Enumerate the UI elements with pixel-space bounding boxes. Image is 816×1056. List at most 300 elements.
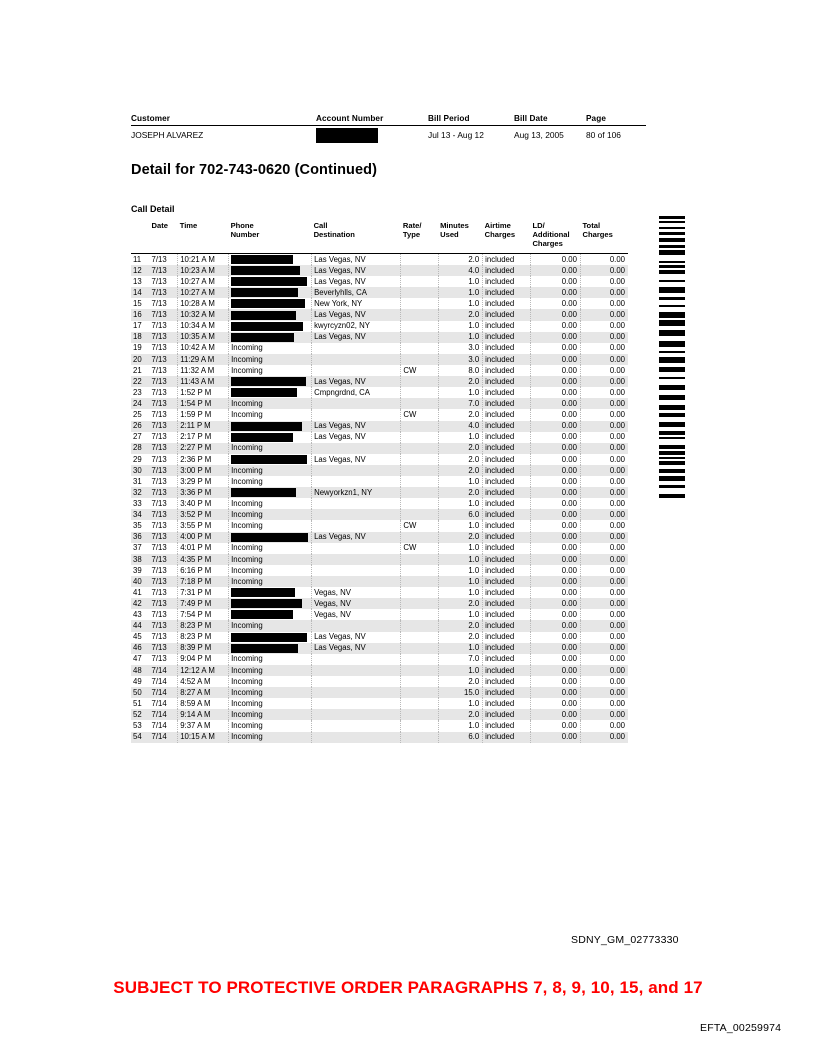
- cell-airtime-charges: included: [483, 298, 531, 309]
- cell-total-charges: 0.00: [609, 654, 625, 664]
- cell-total-charges: 0.00: [580, 732, 628, 743]
- cell-rate-type: [401, 421, 438, 432]
- cell-time: 12:12 A M: [178, 665, 229, 676]
- row-index: 46: [131, 643, 150, 654]
- cell-total-charges: 0.00: [609, 676, 625, 686]
- barcode-bar: [659, 261, 685, 263]
- cell-destination: Newyorkzn1, NY: [312, 487, 401, 498]
- row-index: 24: [131, 398, 150, 409]
- row-index: 41: [133, 587, 142, 597]
- cell-rate-type: [401, 309, 438, 320]
- row-index: 49: [133, 676, 142, 686]
- cell-time: 8:59 A M: [178, 698, 229, 709]
- cell-time: 7:31 P M: [178, 587, 229, 598]
- cell-minutes-used: 1.0: [438, 498, 483, 509]
- row-index: 17: [133, 321, 142, 331]
- cell-phone: Incoming: [229, 354, 312, 365]
- cell-time: 9:37 A M: [178, 720, 229, 731]
- cell-minutes-used: 2.0: [438, 409, 483, 420]
- cell-total-charges: 0.00: [609, 565, 625, 575]
- col-head-rate-line1: Rate/: [402, 221, 422, 230]
- cell-rate-type: CW: [401, 520, 438, 531]
- cell-minutes-used: 1.0: [438, 720, 483, 731]
- cell-time: 11:32 A M: [178, 365, 229, 376]
- cell-destination: [312, 365, 401, 376]
- cell-date: 7/14: [150, 665, 178, 676]
- cell-total-charges: 0.00: [580, 265, 628, 276]
- table-row: [131, 465, 628, 476]
- col-head-rate-line2: Type: [402, 229, 421, 239]
- cell-ld-charges: 0.00: [530, 554, 580, 565]
- barcode-bar: [659, 451, 685, 455]
- table-header-row: [131, 222, 628, 253]
- cell-minutes-used: 1.0: [438, 432, 483, 443]
- cell-date: 7/13: [150, 443, 178, 454]
- cell-minutes-used: 1.0: [438, 554, 483, 565]
- cell-destination: Las Vegas, NV: [312, 643, 401, 654]
- table-row: [131, 632, 628, 643]
- cell-time: 10:21 A M: [178, 253, 229, 265]
- table-row: [131, 587, 628, 598]
- row-index: 30: [131, 465, 150, 476]
- cell-destination: [312, 343, 401, 354]
- row-index: 47: [133, 654, 142, 664]
- cell-minutes-used: 2.0: [438, 620, 483, 631]
- barcode-bar: [659, 280, 685, 282]
- cell-ld-charges: 0.00: [530, 276, 580, 287]
- cell-rate-type: [401, 265, 438, 276]
- cell-total-charges: 0.00: [580, 398, 628, 409]
- cell-phone-redacted: [229, 598, 312, 609]
- cell-total-charges: 0.00: [609, 632, 625, 642]
- redaction-block-phone: [231, 299, 305, 308]
- table-row: [131, 687, 628, 698]
- cell-phone: Incoming: [229, 343, 312, 354]
- cell-minutes-used: 15.0: [438, 687, 483, 698]
- cell-time: 11:29 A M: [178, 354, 229, 365]
- cell-date: 7/13: [150, 398, 178, 409]
- cell-date: 7/13: [150, 543, 178, 554]
- cell-total-charges: 0.00: [580, 376, 628, 387]
- table-row: [131, 409, 628, 420]
- table-row: [131, 620, 628, 631]
- cell-phone: Incoming: [229, 709, 312, 720]
- cell-date: 7/13: [150, 265, 178, 276]
- cell-time: 10:35 A M: [178, 332, 229, 343]
- cell-rate-type: [401, 343, 438, 354]
- cell-minutes-used: 1.0: [438, 332, 483, 343]
- redaction-block-phone: [231, 455, 307, 464]
- cell-rate-type: [401, 253, 438, 265]
- col-head-dest-line2: Destination: [313, 229, 355, 239]
- cell-minutes-used: 4.0: [438, 265, 483, 276]
- cell-date: 7/13: [150, 421, 178, 432]
- cell-airtime-charges: included: [483, 376, 531, 387]
- row-index: 52: [131, 709, 150, 720]
- cell-airtime-charges: included: [483, 676, 531, 687]
- label-account-number: Account Number: [316, 114, 384, 123]
- cell-airtime-charges: included: [483, 720, 531, 731]
- table-row: [131, 487, 628, 498]
- cell-destination: Las Vegas, NV: [312, 454, 401, 465]
- cell-total-charges: 0.00: [580, 443, 628, 454]
- cell-airtime-charges: included: [483, 532, 531, 543]
- barcode-bar: [659, 250, 685, 255]
- cell-date: 7/14: [150, 709, 178, 720]
- cell-rate-type: [401, 387, 438, 398]
- cell-phone: Incoming: [229, 720, 312, 731]
- cell-total-charges: 0.00: [609, 610, 625, 620]
- cell-date: 7/14: [150, 698, 178, 709]
- cell-minutes-used: 1.0: [438, 298, 483, 309]
- row-index: 48: [131, 665, 150, 676]
- cell-minutes-used: 2.0: [438, 253, 483, 265]
- cell-date: 7/13: [150, 276, 178, 287]
- cell-phone-redacted: [229, 265, 312, 276]
- cell-ld-charges: 0.00: [530, 476, 580, 487]
- cell-destination: [312, 509, 401, 520]
- cell-destination: Vegas, NV: [312, 609, 401, 620]
- cell-rate-type: [401, 332, 438, 343]
- cell-destination: [312, 654, 401, 665]
- barcode-bar: [659, 265, 685, 268]
- cell-destination: [312, 409, 401, 420]
- table-row: [131, 532, 628, 543]
- cell-total-charges: 0.00: [609, 698, 625, 708]
- redaction-block-phone: [231, 377, 306, 386]
- col-head-ld-line2: Additional: [532, 229, 570, 239]
- barcode-bar: [659, 287, 685, 293]
- table-row: [131, 565, 628, 576]
- cell-phone: Incoming: [229, 520, 312, 531]
- cell-destination: [312, 676, 401, 687]
- cell-rate-type: [401, 287, 438, 298]
- cell-time: 4:35 P M: [178, 554, 229, 565]
- table-row: [131, 654, 628, 665]
- cell-minutes-used: 2.0: [438, 676, 483, 687]
- cell-airtime-charges: included: [483, 354, 531, 365]
- barcode-bar: [659, 395, 685, 400]
- cell-rate-type: CW: [401, 409, 438, 420]
- table-row: [131, 421, 628, 432]
- cell-rate-type: [401, 720, 438, 731]
- cell-total-charges: 0.00: [580, 598, 628, 609]
- table-row: [131, 576, 628, 587]
- redaction-block-phone: [231, 288, 298, 297]
- barcode-bar: [659, 413, 685, 417]
- cell-ld-charges: 0.00: [530, 643, 580, 654]
- cell-total-charges: 0.00: [609, 432, 625, 442]
- cell-rate-type: [401, 454, 438, 465]
- cell-airtime-charges: included: [483, 309, 531, 320]
- barcode-bar: [659, 227, 685, 229]
- row-index: 14: [131, 287, 150, 298]
- barcode-bar: [659, 297, 685, 300]
- cell-total-charges: 0.00: [609, 543, 625, 553]
- cell-minutes-used: 6.0: [438, 509, 483, 520]
- row-index: 26: [131, 421, 150, 432]
- cell-total-charges: 0.00: [580, 509, 628, 520]
- cell-total-charges: 0.00: [609, 321, 625, 331]
- cell-rate-type: [401, 532, 438, 543]
- col-head-phone-number: [229, 222, 312, 253]
- row-index: 53: [133, 721, 142, 731]
- cell-ld-charges: 0.00: [530, 565, 580, 576]
- protective-order-notice: SUBJECT TO PROTECTIVE ORDER PARAGRAPHS 7, 8, 9, 10, 15, and 17: [113, 978, 703, 997]
- cell-destination: New York, NY: [312, 298, 401, 309]
- value-account-number: [316, 130, 428, 143]
- cell-ld-charges: 0.00: [530, 387, 580, 398]
- cell-destination: Las Vegas, NV: [312, 421, 401, 432]
- value-bill-period: Jul 13 - Aug 12: [428, 130, 484, 140]
- cell-phone-redacted: [229, 321, 312, 332]
- cell-date: 7/13: [150, 587, 178, 598]
- cell-destination: Vegas, NV: [312, 587, 401, 598]
- cell-time: 8:23 P M: [178, 620, 229, 631]
- cell-minutes-used: 1.0: [438, 609, 483, 620]
- cell-minutes-used: 2.0: [438, 598, 483, 609]
- cell-date: 7/13: [150, 498, 178, 509]
- col-head-minutes-used: [438, 222, 483, 253]
- redaction-block-phone: [231, 255, 293, 264]
- cell-minutes-used: 2.0: [438, 709, 483, 720]
- row-index: 50: [131, 687, 150, 698]
- cell-airtime-charges: included: [483, 498, 531, 509]
- cell-time: 3:55 P M: [178, 520, 229, 531]
- cell-ld-charges: 0.00: [530, 343, 580, 354]
- cell-phone: Incoming: [229, 620, 312, 631]
- cell-time: 4:00 P M: [178, 532, 229, 543]
- cell-rate-type: [401, 398, 438, 409]
- cell-phone-redacted: [229, 421, 312, 432]
- cell-destination: Las Vegas, NV: [312, 265, 401, 276]
- redaction-block-phone: [231, 433, 293, 442]
- table-row: [131, 321, 628, 332]
- cell-rate-type: [401, 609, 438, 620]
- col-head-min-line2: Used: [440, 229, 459, 239]
- cell-minutes-used: 1.0: [438, 520, 483, 531]
- row-index: 20: [131, 354, 150, 365]
- cell-airtime-charges: included: [483, 476, 531, 487]
- barcode-bar: [659, 457, 685, 459]
- cell-time: 7:18 P M: [178, 576, 229, 587]
- cell-phone-redacted: [229, 376, 312, 387]
- row-index: 18: [131, 332, 150, 343]
- cell-date: 7/13: [150, 632, 178, 643]
- cell-ld-charges: 0.00: [530, 421, 580, 432]
- col-head-date: Date: [151, 221, 169, 230]
- cell-rate-type: [401, 687, 438, 698]
- cell-ld-charges: 0.00: [530, 332, 580, 343]
- cell-total-charges: 0.00: [580, 643, 628, 654]
- cell-minutes-used: 1.0: [438, 543, 483, 554]
- redaction-block-phone: [231, 588, 295, 597]
- col-head-ld-line3: Charges: [532, 238, 563, 248]
- cell-rate-type: CW: [401, 543, 438, 554]
- row-index: 25: [133, 410, 142, 420]
- cell-ld-charges: 0.00: [530, 609, 580, 620]
- cell-destination: Las Vegas, NV: [312, 332, 401, 343]
- cell-ld-charges: 0.00: [530, 498, 580, 509]
- cell-time: 2:27 P M: [178, 443, 229, 454]
- table-row: [131, 432, 628, 443]
- col-head-rate-type: [401, 222, 438, 253]
- col-head-call-destination: [312, 222, 401, 253]
- cell-phone: Incoming: [229, 676, 312, 687]
- cell-airtime-charges: included: [483, 587, 531, 598]
- table-row: [131, 287, 628, 298]
- cell-minutes-used: 8.0: [438, 365, 483, 376]
- cell-rate-type: [401, 509, 438, 520]
- cell-minutes-used: 2.0: [438, 443, 483, 454]
- barcode-bar: [659, 330, 685, 336]
- redaction-block-phone: [231, 266, 300, 275]
- row-index: 37: [133, 543, 142, 553]
- table-head: [131, 222, 628, 253]
- table-row: [131, 398, 628, 409]
- row-index: 32: [131, 487, 150, 498]
- cell-time: 4:01 P M: [178, 543, 229, 554]
- cell-date: 7/13: [150, 476, 178, 487]
- cell-ld-charges: 0.00: [530, 354, 580, 365]
- cell-total-charges: 0.00: [609, 298, 625, 308]
- cell-ld-charges: 0.00: [530, 632, 580, 643]
- cell-date: 7/14: [150, 732, 178, 743]
- cell-time: 10:15 A M: [178, 732, 229, 743]
- cell-destination: Cmpngrdnd, CA: [312, 387, 401, 398]
- barcode-bar: [659, 305, 685, 307]
- table-row: [131, 598, 628, 609]
- cell-ld-charges: 0.00: [530, 265, 580, 276]
- cell-destination: [312, 554, 401, 565]
- cell-minutes-used: 1.0: [438, 576, 483, 587]
- bill-header: [131, 114, 646, 143]
- cell-total-charges: 0.00: [609, 365, 625, 375]
- cell-total-charges: 0.00: [609, 587, 625, 597]
- cell-airtime-charges: included: [483, 276, 531, 287]
- cell-time: 10:34 A M: [178, 321, 229, 332]
- cell-rate-type: [401, 732, 438, 743]
- cell-airtime-charges: included: [483, 487, 531, 498]
- cell-date: 7/13: [150, 520, 178, 531]
- cell-destination: [312, 720, 401, 731]
- barcode-bar: [659, 461, 685, 465]
- redaction-block-account: [316, 128, 378, 143]
- cell-phone-redacted: [229, 276, 312, 287]
- redaction-block-phone: [231, 333, 294, 342]
- barcode-bar: [659, 351, 685, 353]
- cell-date: 7/13: [150, 298, 178, 309]
- cell-phone-redacted: [229, 643, 312, 654]
- cell-ld-charges: 0.00: [530, 409, 580, 420]
- cell-airtime-charges: included: [483, 598, 531, 609]
- cell-date: 7/14: [150, 720, 178, 731]
- cell-total-charges: 0.00: [609, 454, 625, 464]
- redaction-block-phone: [231, 277, 307, 286]
- cell-airtime-charges: included: [483, 387, 531, 398]
- cell-minutes-used: 3.0: [438, 354, 483, 365]
- cell-destination: [312, 565, 401, 576]
- table-row: [131, 354, 628, 365]
- row-index: 28: [131, 443, 150, 454]
- cell-total-charges: 0.00: [609, 521, 625, 531]
- barcode-bar: [659, 377, 685, 379]
- cell-rate-type: [401, 709, 438, 720]
- cell-total-charges: 0.00: [580, 709, 628, 720]
- table-row: [131, 698, 628, 709]
- barcode-bar: [659, 437, 685, 439]
- row-index: 40: [131, 576, 150, 587]
- cell-time: 7:54 P M: [178, 609, 229, 620]
- cell-rate-type: [401, 498, 438, 509]
- cell-total-charges: 0.00: [580, 620, 628, 631]
- cell-phone: Incoming: [229, 576, 312, 587]
- table-row: [131, 498, 628, 509]
- cell-minutes-used: 1.0: [438, 321, 483, 332]
- cell-rate-type: [401, 476, 438, 487]
- table-row: [131, 732, 628, 743]
- cell-date: 7/13: [150, 532, 178, 543]
- cell-date: 7/13: [150, 598, 178, 609]
- cell-minutes-used: 2.0: [438, 454, 483, 465]
- table-row: [131, 365, 628, 376]
- cell-date: 7/13: [150, 332, 178, 343]
- cell-date: 7/13: [150, 654, 178, 665]
- cell-date: 7/13: [150, 376, 178, 387]
- table-row: [131, 309, 628, 320]
- cell-ld-charges: 0.00: [530, 432, 580, 443]
- cell-phone: Incoming: [229, 409, 312, 420]
- cell-total-charges: 0.00: [580, 665, 628, 676]
- cell-phone-redacted: [229, 487, 312, 498]
- redaction-block-phone: [231, 599, 302, 608]
- cell-minutes-used: 1.0: [438, 387, 483, 398]
- call-detail-table: [131, 222, 628, 743]
- cell-ld-charges: 0.00: [530, 576, 580, 587]
- cell-destination: Vegas, NV: [312, 598, 401, 609]
- label-bill-date: Bill Date: [514, 114, 548, 123]
- cell-phone: Incoming: [229, 732, 312, 743]
- cell-phone-redacted: [229, 532, 312, 543]
- cell-minutes-used: 1.0: [438, 287, 483, 298]
- cell-total-charges: 0.00: [609, 476, 625, 486]
- header-divider: [131, 125, 646, 126]
- cell-destination: [312, 709, 401, 720]
- cell-time: 9:14 A M: [178, 709, 229, 720]
- cell-total-charges: 0.00: [609, 276, 625, 286]
- table-row: [131, 676, 628, 687]
- redaction-block-phone: [231, 488, 296, 497]
- cell-phone: Incoming: [229, 465, 312, 476]
- cell-time: 2:36 P M: [178, 454, 229, 465]
- row-index: 27: [133, 432, 142, 442]
- cell-destination: [312, 476, 401, 487]
- cell-time: 10:27 A M: [178, 276, 229, 287]
- cell-total-charges: 0.00: [609, 410, 625, 420]
- cell-destination: [312, 665, 401, 676]
- cell-time: 3:40 P M: [178, 498, 229, 509]
- cell-phone: Incoming: [229, 554, 312, 565]
- cell-destination: Las Vegas, NV: [312, 532, 401, 543]
- cell-ld-charges: 0.00: [530, 532, 580, 543]
- cell-airtime-charges: included: [483, 332, 531, 343]
- col-head-airtime-charges: [483, 222, 531, 253]
- cell-airtime-charges: included: [483, 576, 531, 587]
- cell-airtime-charges: included: [483, 398, 531, 409]
- cell-ld-charges: 0.00: [530, 654, 580, 665]
- cell-ld-charges: 0.00: [530, 698, 580, 709]
- cell-ld-charges: 0.00: [530, 509, 580, 520]
